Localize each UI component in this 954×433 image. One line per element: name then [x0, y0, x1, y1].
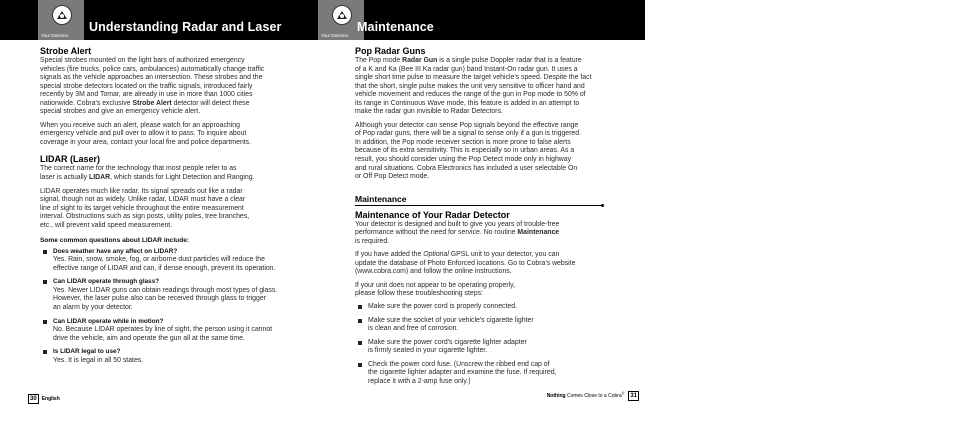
lidar-heading: LIDAR (Laser): [40, 154, 101, 165]
pop-radar-heading: Pop Radar Guns: [355, 46, 426, 56]
left-footer: [28, 394, 60, 404]
right-content: [355, 46, 642, 386]
pop-paragraph-2: Although your detector can sense Pop signals beyond the effective range of Pop radar guns, there will be a signal to sense only if a gun is triggered. In addition, the Pop mode receiver section is more prone to false alerts because of its extra sensitivity. This is especially so in urban areas. As a result, you should consider using the Pop Detect mode only in highway and rural situations. Cobra Electronics has included a user selectable On or Off Pop Detect mode.: [355, 121, 581, 181]
maintenance-paragraph-1: Your detector is designed and built to give you years of trouble-free performance without the need for service. No routine Maintenance is required.: [355, 220, 560, 245]
right-tab-label: Your Detector: [321, 33, 349, 38]
left-section-tab: [38, 0, 84, 40]
faq-question: Can LIDAR operate through glass?: [53, 278, 160, 286]
faq-question: Does weather have any affect on LIDAR?: [53, 247, 178, 255]
troubleshooting-step: Make sure the power cord's cigarette lighter adapter is firmly seated in your cigarette lighter.: [355, 339, 642, 356]
faq-answer: Yes. Rain, snow, smoke, fog, or airborne dust particles will reduce the effective range of LIDAR and can, if dense enough, prevent its operation.: [53, 256, 276, 272]
bullet-square-icon: [43, 350, 47, 354]
troubleshooting-step: Make sure the socket of your vehicle's cigarette lighter is clean and free of corrosion.: [355, 317, 642, 334]
troubleshooting-step: Make sure the power cord is properly connected.: [355, 303, 642, 312]
maintenance-paragraph-3: If your unit does not appear to be operating properly, please follow these troubleshooting steps:: [355, 281, 515, 298]
pop-paragraph-1: The Pop mode Radar Gun is a single pulse Doppler radar that is a feature of a K and Ka (Bee III Ka radar gun) band Instant-On radar gun. It uses a single short time pulse to measure the target vehicle's speed. Despite the fact that the short, single pulse makes the unit very sensitive to officer hand and vehicle movement and reduces the range of the gun in Pop mode to 50% of its range in Continuous Wave mode, this feature is added in an attempt to make the radar gun invisible to Radar Detectors.: [355, 57, 592, 116]
faq-question: Can LIDAR operate while in motion?: [53, 317, 164, 325]
right-header-bar: [318, 0, 645, 40]
faq-answer: Yes. It is legal in all 50 states.: [53, 356, 144, 364]
troubleshooting-step: Check the power cord fuse. (Unscrew the ribbed end cap of the cigarette lighter adapter and examine the fuse. If required, replace it with a 2-amp fuse only.): [355, 361, 642, 387]
bullet-square-icon: [43, 280, 47, 284]
strobe-paragraph-2: When you receive such an alert, please watch for an approaching emergency vehicle and pull over to allow it to pass. To inquire about coverage in your area, contact your local fire and police departments.: [40, 121, 252, 146]
maintenance-detector-heading: Maintenance of Your Radar Detector: [355, 209, 510, 220]
faq-item: [40, 318, 315, 344]
faq-question: Is LIDAR legal to use?: [53, 348, 121, 356]
faq-item: [40, 248, 315, 274]
left-header-bar: [0, 0, 318, 40]
faq-answer: No. Because LIDAR operates by line of sight, the person using it cannot drive the vehicle, aim and operate the gun all at the same time.: [53, 326, 273, 342]
faq-heading: Some common questions about LIDAR include:: [40, 237, 190, 245]
detector-icon: [332, 5, 352, 25]
bullet-square-icon: [358, 341, 362, 345]
bullet-square-icon: [43, 320, 47, 324]
lidar-paragraph-1: The correct name for the technology that most people refer to as laser is actually LIDAR, which stands for Light Detection and Ranging.: [40, 165, 255, 182]
strobe-paragraph-1: Special strobes mounted on the light bars of authorized emergency vehicles (fire trucks, police cars, ambulances) automatically change traffic signals as the vehicle approaches an intersection. These strobes and the special strobe detectors located on the traffic signals, introduced fairly recently by 3M and Tomar, are already in use in more than 1000 cities nationwide. Cobra's exclusive Strobe Alert detector will detect these special strobes and give an emergency vehicle alert.: [40, 57, 265, 116]
faq-answer: Yes. Newer LIDAR guns can obtain readings through most types of glass. However, the laser pulse also can be received through glass to trigger an alarm by your detector.: [53, 286, 278, 311]
right-page-title: Maintenance: [357, 20, 434, 34]
blank-margin: [645, 0, 954, 433]
lidar-paragraph-2: LIDAR operates much like radar. Its signal spreads out like a radar signal, though not as widely. Unlike radar, LIDAR must have a clear line of sight to its target vehicle throughout the entire measurement interval. Obstructions such as sign posts, utility poles, tree branches, etc., will prevent valid speed measurement.: [40, 187, 250, 229]
detector-icon: [52, 5, 72, 25]
right-page-number: 31: [630, 393, 637, 399]
maintenance-paragraph-2: If you have added the Optional GPSL unit to your detector, you can update the database of Photo Enforced locations. Go to Cobra's website (www.cobra.com) and follow the online instructions.: [355, 251, 576, 276]
faq-item: [40, 278, 315, 312]
left-tab-label: Your Detector: [41, 33, 69, 38]
rule-end-dot: [601, 204, 604, 207]
right-footer: Nothing Comes Close to a Cobra® 31: [546, 391, 637, 399]
bullet-square-icon: [43, 250, 47, 254]
faq-item: [40, 348, 315, 365]
strobe-alert-heading: Strobe Alert: [40, 46, 92, 56]
bullet-square-icon: [358, 319, 362, 323]
language-label: English: [41, 396, 60, 402]
maintenance-section-heading: Maintenance: [355, 194, 602, 206]
left-page-number: 30: [30, 396, 37, 402]
bullet-square-icon: [358, 363, 362, 367]
bullet-square-icon: [358, 305, 362, 309]
left-page: [0, 0, 318, 433]
right-page: [318, 0, 645, 433]
left-page-title: Understanding Radar and Laser: [89, 20, 282, 34]
left-content: [40, 46, 315, 365]
